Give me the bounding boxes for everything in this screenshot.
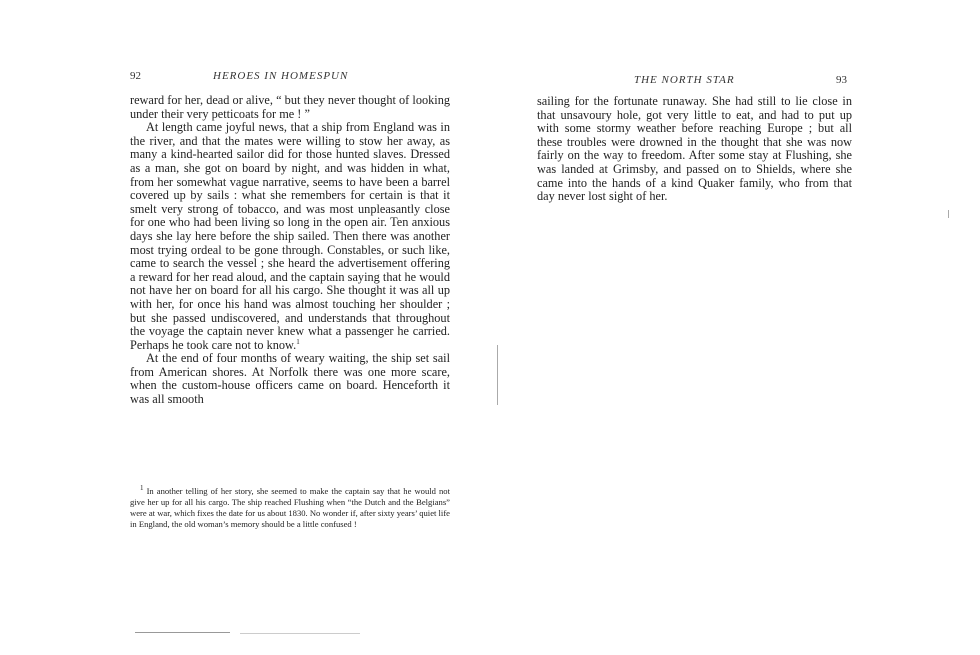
paragraph <box>130 121 450 352</box>
scan-artifact <box>135 632 230 633</box>
paragraph: reward for her, dead or alive, “ but they never thought of looking under their very petticoats for me ! ” <box>130 93 450 121</box>
footnote <box>130 486 450 530</box>
footnote-reference: 1 <box>296 337 300 346</box>
scan-artifact <box>240 633 360 634</box>
right-body-text <box>537 95 852 204</box>
paragraph: sailing for the fortunate runaway. She had still to lie close in that unsavoury hole, got very little to eat, and had to put up with some stormy weather before reaching Europe ; but all these troubles were drowned in the thought that she was now fairly on the way to freedom. After some stay at Flushing, she was landed at Grimsby, and passed on to Shields, where she came into the hands of a kind Quaker family, who from that day never lost sight of her. <box>537 94 852 204</box>
scan-artifact <box>948 210 949 218</box>
page-number-right: 93 <box>836 74 847 86</box>
footnote-paragraph <box>130 486 450 530</box>
paragraph: At the end of four months of weary waiting, the ship set sail from American shores. At Norfolk there was one more scare, when the custom-house officers came on board. Henceforth it was all smooth <box>130 351 450 407</box>
running-head-left: HEROES IN HOMESPUN <box>213 70 349 82</box>
left-body-text <box>130 94 450 407</box>
paragraph-text: At length came joyful news, that a ship from England was in the river, and that the mates were willing to stow her away, as many a kind-hearted sailor did for those hunted slaves. Dressed as a man, she got on board by night, and was hidden in what, from her somewhat vague narrative, seems to have been a barrel covered up by sails : what she remembers for certain is that it smelt very strong of tobacco, and was most unpleasantly close for one who had been living so long in the open air. Ten anxious days she lay here before the ship sailed. Then there was another most trying ordeal to be gone through. Constables, or such like, came to search the vessel ; she heard the advertisement offering a reward for her read aloud, and the captain saying that he would not have her on board for all his cargo. She thought it was all up with her, for once his hand was almost touching her shoulder ; but she passed undiscovered, and understands that throughout the voyage the captain never knew what a passenger he carried. Perhaps he took care not to know. <box>130 120 450 352</box>
footnote-marker: 1 <box>140 484 144 493</box>
running-head-right: THE NORTH STAR <box>634 74 735 86</box>
page-number-left: 92 <box>130 70 141 82</box>
scan-artifact <box>497 345 498 405</box>
footnote-text: In another telling of her story, she seemed to make the captain say that he would not give her up for all his cargo. The ship reached Flushing when “the Dutch and the Belgians” were at war, which fixes the date for us about 1830. No wonder if, after sixty years’ quiet life in England, the old woman’s memory should be a little confused ! <box>130 486 450 529</box>
